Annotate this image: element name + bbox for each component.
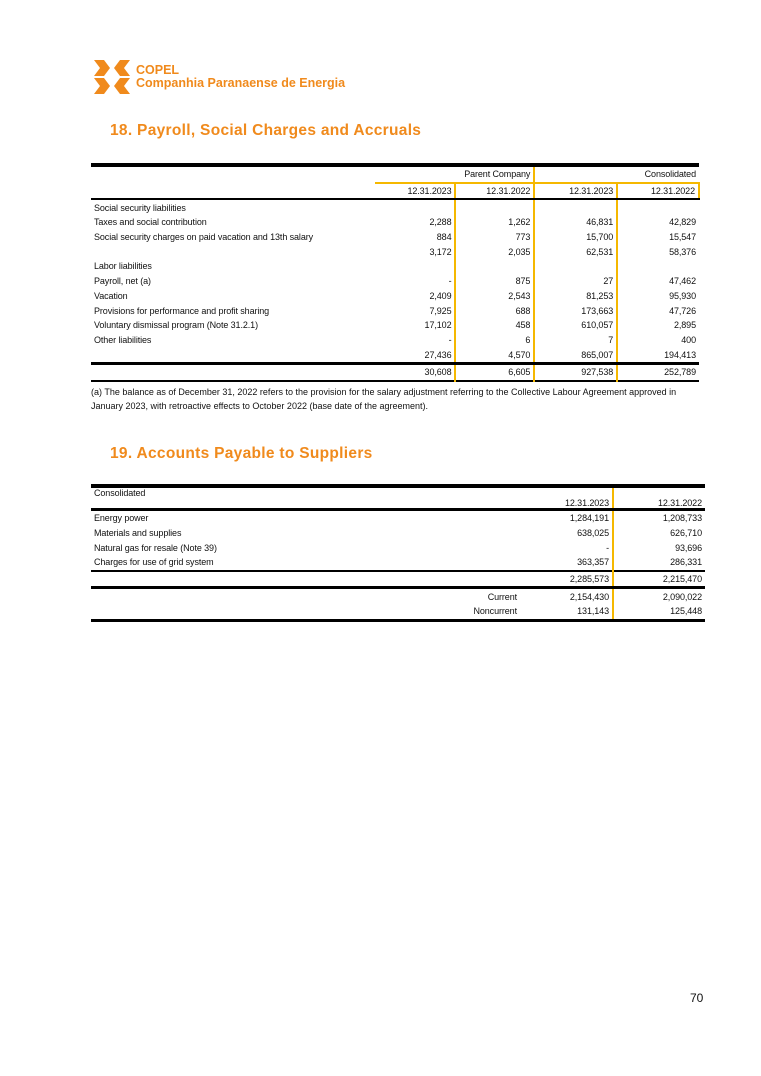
total-row: 2,285,573 2,215,470 xyxy=(91,571,705,588)
current-row: Current 2,154,430 2,090,022 xyxy=(91,588,705,604)
table-row: Materials and supplies 638,025 626,710 xyxy=(91,526,705,541)
copel-logo-icon xyxy=(94,60,130,94)
table-row: Provisions for performance and profit sharing 7,925 688 173,663 47,726 xyxy=(91,303,699,318)
table-row: Energy power 1,284,191 1,208,733 xyxy=(91,510,705,526)
column-header: 12.31.2022 xyxy=(617,183,699,200)
payroll-table xyxy=(91,163,700,382)
column-header: 12.31.2023 xyxy=(520,486,613,510)
noncurrent-row: Noncurrent 131,143 125,448 xyxy=(91,604,705,620)
section-18-title: 18. Payroll, Social Charges and Accruals xyxy=(110,122,422,139)
column-header: 12.31.2022 xyxy=(613,486,705,510)
group-header-consolidated: Consolidated xyxy=(91,486,520,510)
copel-logo xyxy=(94,60,345,94)
subtotal-row: 27,436 4,570 865,007 194,413 xyxy=(91,347,699,363)
group-header-parent: Parent Company xyxy=(375,165,535,183)
subtotal-row: 3,172 2,035 62,531 58,376 xyxy=(91,244,699,259)
section-19-title: 19. Accounts Payable to Suppliers xyxy=(110,445,373,462)
footnote: (a) The balance as of December 31, 2022 refers to the provision for the salary adjustment referring to the Collective Labour Agreement approved in January 2023, with retroactive effects to October 2022 (base date of the agreement). xyxy=(91,387,677,411)
table-row: Charges for use of grid system 363,357 286,331 xyxy=(91,555,705,571)
column-header: 12.31.2023 xyxy=(375,183,456,200)
table-row: Taxes and social contribution 2,288 1,262 46,831 42,829 xyxy=(91,215,699,230)
column-header: 12.31.2023 xyxy=(534,183,617,200)
table-row: Vacation 2,409 2,543 81,253 95,930 xyxy=(91,289,699,304)
total-row: 30,608 6,605 927,538 252,789 xyxy=(91,363,699,380)
group-header-consolidated: Consolidated xyxy=(534,165,699,183)
table-row: Other liabilities - 6 7 400 xyxy=(91,333,699,348)
column-header: 12.31.2022 xyxy=(455,183,534,200)
table-row: Payroll, net (a) - 875 27 47,462 xyxy=(91,274,699,289)
table-row: Voluntary dismissal program (Note 31.2.1) 17,102 458 610,057 2,895 xyxy=(91,318,699,333)
labor-heading: Labor liabilities xyxy=(94,261,152,272)
page-number: 70 xyxy=(690,991,704,1005)
social-heading: Social security liabilities xyxy=(94,202,186,213)
logo-line2: Companhia Paranaense de Energia xyxy=(136,76,346,90)
table-row: Social security charges on paid vacation and 13th salary 884 773 15,700 15,547 xyxy=(91,230,699,245)
logo-line1: COPEL xyxy=(136,63,180,77)
table-row: Natural gas for resale (Note 39) - 93,696 xyxy=(91,540,705,555)
suppliers-table xyxy=(91,484,705,622)
